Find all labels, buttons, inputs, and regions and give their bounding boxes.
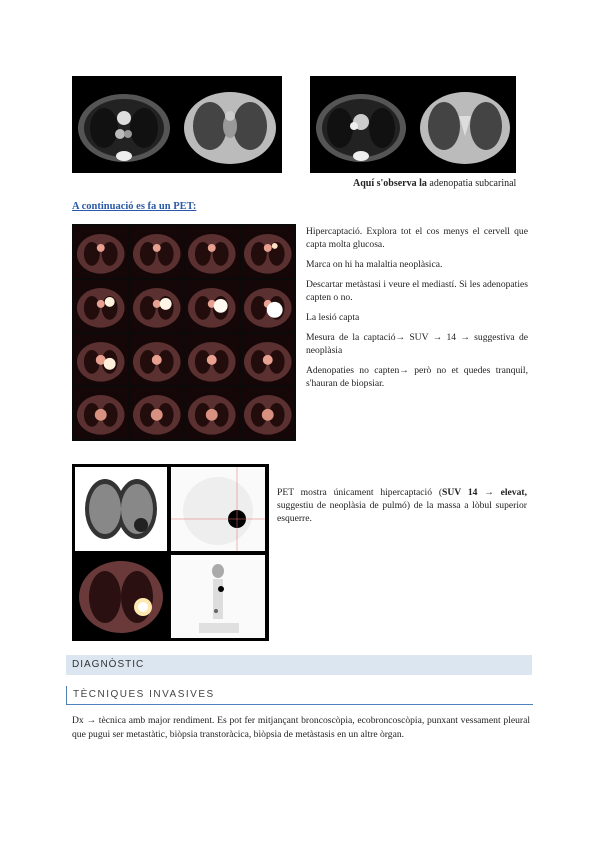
ct-caption-rest: adenopatia subcarinal xyxy=(426,178,517,189)
pet-result-text xyxy=(277,486,527,525)
pet-slice xyxy=(185,334,239,386)
pet-slice xyxy=(185,387,239,439)
pet-grid-image xyxy=(72,224,296,441)
ct-image-left xyxy=(72,76,282,173)
pet-note: Marca on hi ha malaltia neoplàsica. xyxy=(306,259,443,270)
pet-ct-composite-image xyxy=(72,464,269,641)
ct-caption xyxy=(353,178,516,189)
pet-result-bold: SUV 14 → elevat, xyxy=(442,487,527,498)
pet-slice xyxy=(130,334,184,386)
pet-note: Hipercaptació. Explora tot el cos menys el cervell que capta molta glucosa. xyxy=(306,226,528,250)
pet-note: Descartar metàstasi i veure el mediastí. Si les adenopaties capten o no. xyxy=(306,279,528,303)
pet-result-after: suggestiu de neoplàsia de pulmó) de la massa a lòbul superior esquerre. xyxy=(277,500,527,524)
pet-slice xyxy=(241,387,295,439)
pet-result-before: PET mostra únicament hipercaptació ( xyxy=(277,487,443,498)
pet-note: Mesura de la captació→ SUV → 14 → suggestiva de neoplàsia xyxy=(306,332,528,356)
ct-caption-prefix: Aquí s'observa la xyxy=(353,178,427,189)
pet-slice xyxy=(130,280,184,332)
pet-slice xyxy=(241,280,295,332)
pet-note: Adenopaties no capten→ però no et quedes tranquil, s'hauran de biopsiar. xyxy=(306,365,528,389)
pet-slice xyxy=(185,226,239,278)
section-title-tecniques: TÈCNIQUES INVASIVES xyxy=(73,689,215,700)
pet-slice xyxy=(241,334,295,386)
pet-notes xyxy=(306,225,528,397)
ct-image-right xyxy=(310,76,516,173)
pet-slice xyxy=(74,387,128,439)
pet-slice xyxy=(130,387,184,439)
pet-slice xyxy=(130,226,184,278)
pet-slice xyxy=(74,280,128,332)
pet-slice xyxy=(74,226,128,278)
pet-note: La lesió capta xyxy=(306,312,360,323)
pet-slice xyxy=(185,280,239,332)
pet-slice xyxy=(74,334,128,386)
pet-slice xyxy=(241,226,295,278)
section-title-diagnostic: DIAGNÒSTIC xyxy=(72,659,145,670)
pet-heading: A continuació es fa un PET: xyxy=(72,201,197,212)
invasive-paragraph: Dx → tècnica amb major rendiment. Es pot fer mitjançant broncoscòpia, ecobroncoscòpia, punxant vessament pleural que pugui ser metastàtic, biòpsia transtoràcica, biòpsia de metàstasis en un altre òrgan. xyxy=(72,715,530,740)
section-band-diagnostic xyxy=(66,655,532,675)
section-band-tecniques xyxy=(66,686,533,705)
